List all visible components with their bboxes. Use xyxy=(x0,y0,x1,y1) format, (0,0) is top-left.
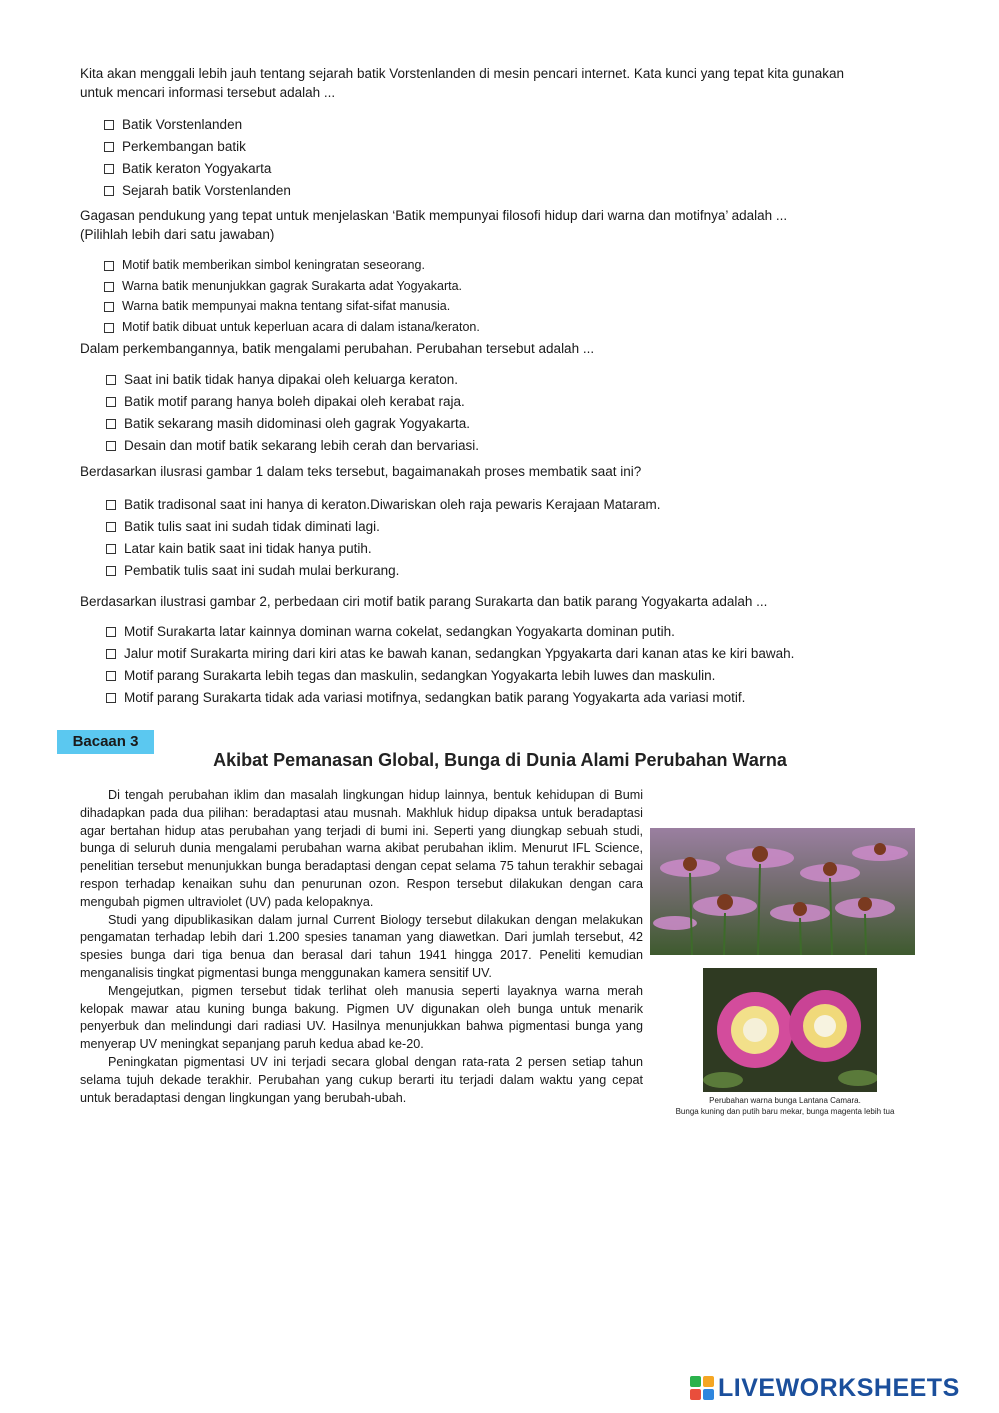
question-5-options xyxy=(106,621,794,709)
option-checkbox[interactable] xyxy=(106,621,794,643)
option-label: Jalur motif Surakarta miring dari kiri atas ke bawah kanan, sedangkan Ypgyakarta dari kanan atas ke kiri bawah. xyxy=(124,646,795,661)
option-checkbox[interactable] xyxy=(106,391,479,413)
option-checkbox[interactable] xyxy=(104,136,291,158)
option-checkbox[interactable] xyxy=(106,516,661,538)
question-1-text: Kita akan menggali lebih jauh tentang sejarah batik Vorstenlanden di mesin pencari internet. Kata kunci yang tepat kita gunakan untuk mencari informasi tersebut adalah ... xyxy=(80,66,845,100)
checkbox-icon[interactable] xyxy=(104,120,114,130)
option-label: Perkembangan batik xyxy=(122,139,246,154)
option-checkbox[interactable] xyxy=(104,255,480,276)
option-label: Batik Vorstenlanden xyxy=(122,117,243,132)
checkbox-icon[interactable] xyxy=(104,323,114,333)
question-4-text: Berdasarkan ilusrasi gambar 1 dalam teks tersebut, bagaimanakah proses membatik saat ini? xyxy=(80,464,642,479)
option-label: Motif Surakarta latar kainnya dominan warna cokelat, sedangkan Yogyakarta dominan putih. xyxy=(124,624,675,639)
checkbox-icon[interactable] xyxy=(104,164,114,174)
option-label: Saat ini batik tidak hanya dipakai oleh keluarga keraton. xyxy=(124,372,458,387)
question-2-options xyxy=(104,255,480,337)
option-label: Pembatik tulis saat ini sudah mulai berkurang. xyxy=(124,563,400,578)
checkbox-icon[interactable] xyxy=(106,649,116,659)
caption-line-1: Perubahan warna bunga Lantana Camara. xyxy=(709,1096,861,1105)
option-label: Batik motif parang hanya boleh dipakai oleh kerabat raja. xyxy=(124,394,465,409)
liveworksheets-logo xyxy=(690,1373,960,1403)
checkbox-icon[interactable] xyxy=(106,627,116,637)
checkbox-icon[interactable] xyxy=(106,441,116,451)
logo-text: LIVEWORKSHEETS xyxy=(718,1373,960,1402)
checkbox-icon[interactable] xyxy=(106,375,116,385)
checkbox-icon[interactable] xyxy=(106,544,116,554)
question-1-options xyxy=(104,114,291,202)
option-checkbox[interactable] xyxy=(106,643,794,665)
option-checkbox[interactable] xyxy=(104,276,480,297)
lantana-photo xyxy=(703,968,877,1092)
question-2-text: Gagasan pendukung yang tepat untuk menjelaskan ‘Batik mempunyai filosofi hidup dari warna dan motifnya’ adalah ... xyxy=(80,208,788,223)
question-2 xyxy=(80,206,810,244)
option-label: Motif parang Surakarta lebih tegas dan maskulin, sedangkan Yogyakarta lebih luwes dan maskulin. xyxy=(124,668,716,683)
checkbox-icon[interactable] xyxy=(106,566,116,576)
option-label: Warna batik menunjukkan gagrak Surakarta adat Yogyakarta. xyxy=(122,278,463,293)
option-checkbox[interactable] xyxy=(104,296,480,317)
option-checkbox[interactable] xyxy=(106,494,661,516)
question-4-options xyxy=(106,494,661,582)
option-label: Desain dan motif batik sekarang lebih cerah dan bervariasi. xyxy=(124,438,479,453)
checkbox-icon[interactable] xyxy=(104,186,114,196)
option-label: Batik sekarang masih didominasi oleh gagrak Yogyakarta. xyxy=(124,416,470,431)
option-checkbox[interactable] xyxy=(104,180,291,202)
photo-caption xyxy=(660,1095,910,1117)
logo-squares-icon xyxy=(690,1376,714,1400)
option-checkbox[interactable] xyxy=(106,413,479,435)
reading-badge: Bacaan 3 xyxy=(57,730,154,754)
article-body xyxy=(80,787,643,1107)
article-paragraph: Di tengah perubahan iklim dan masalah lingkungan hidup lainnya, bentuk kehidupan di Bumi dihadapkan pada dua pilihan: beradaptasi atau musnah. Makhluk hidup dipaksa untuk beradaptasi agar bertahan hidup atas perubahan yang terjadi di bumi ini. Seperti yang diungkap sebuah studi, bunga di seluruh dunia mengalami perubahan warna akibat perubahan iklim. Menurut IFL Science, penelitian tersebut menunjukkan bunga beradaptasi dengan cepat selama 75 tahun terakhir sebagai respon terhadap kenaikan suhu dan penurunan ozon. Respon tersebut dilakukan dengan cara mengubah pigmen ultraviolet (UV) pada kelopaknya. xyxy=(80,788,643,909)
option-label: Batik tradisonal saat ini hanya di keraton.Diwariskan oleh raja pewaris Kerajaan Mataram. xyxy=(124,497,661,512)
checkbox-icon[interactable] xyxy=(106,419,116,429)
question-3-options xyxy=(106,369,479,457)
option-label: Warna batik mempunyai makna tentang sifat-sifat manusia. xyxy=(122,299,451,313)
option-label: Motif batik memberikan simbol keningratan seseorang. xyxy=(122,258,425,272)
coneflower-photo xyxy=(650,828,915,955)
option-label: Batik tulis saat ini sudah tidak diminati lagi. xyxy=(124,519,380,534)
option-checkbox[interactable] xyxy=(104,114,291,136)
option-checkbox[interactable] xyxy=(104,158,291,180)
option-checkbox[interactable] xyxy=(106,538,661,560)
checkbox-icon[interactable] xyxy=(106,693,116,703)
option-checkbox[interactable] xyxy=(104,317,480,338)
article-title: Akibat Pemanasan Global, Bunga di Dunia Alami Perubahan Warna xyxy=(213,750,787,770)
option-checkbox[interactable] xyxy=(106,435,479,457)
caption-line-2: Bunga kuning dan putih baru mekar, bunga magenta lebih tua xyxy=(675,1107,895,1116)
checkbox-icon[interactable] xyxy=(106,522,116,532)
checkbox-icon[interactable] xyxy=(104,282,114,292)
option-label: Motif parang Surakarta tidak ada variasi motifnya, sedangkan batik parang Yogyakarta ada variasi motif. xyxy=(124,690,746,705)
option-checkbox[interactable] xyxy=(106,560,661,582)
option-checkbox[interactable] xyxy=(106,687,794,709)
checkbox-icon[interactable] xyxy=(104,302,114,312)
checkbox-icon[interactable] xyxy=(106,500,116,510)
option-checkbox[interactable] xyxy=(106,369,479,391)
question-3-text: Dalam perkembangannya, batik mengalami perubahan. Perubahan tersebut adalah ... xyxy=(80,341,595,356)
checkbox-icon[interactable] xyxy=(106,671,116,681)
checkbox-icon[interactable] xyxy=(106,397,116,407)
question-5-text: Berdasarkan ilustrasi gambar 2, perbedaan ciri motif batik parang Surakarta dan batik parang Yogyakarta adalah ... xyxy=(80,594,768,609)
option-label: Motif batik dibuat untuk keperluan acara di dalam istana/keraton. xyxy=(122,319,480,334)
article-paragraph: Studi yang dipublikasikan dalam jurnal Current Biology tersebut dilakukan dengan melakukan pengamatan terhadap lebih dari 1.200 spesies tanaman yang diawetkan. Dari jumlah tersebut, 42 spesies bunga dari tiga benua dan berasal dari tahun 1941 hingga 2017. Peneliti kemudian menganalisis tingkat pigmentasi bunga menggunakan kamera sensitif UV. xyxy=(80,912,643,980)
option-label: Batik keraton Yogyakarta xyxy=(122,161,272,176)
option-checkbox[interactable] xyxy=(106,665,794,687)
question-2-note: (Pilihlah lebih dari satu jawaban) xyxy=(80,227,275,242)
checkbox-icon[interactable] xyxy=(104,142,114,152)
option-label: Sejarah batik Vorstenlanden xyxy=(122,183,291,198)
article-paragraph: Mengejutkan, pigmen tersebut tidak terlihat oleh manusia seperti layaknya warna merah kelopak mawar atau kuning bunga bakung. Pigmen UV digunakan oleh bunga untuk menarik penyerbuk dan melindungi dari radiasi UV. Hasilnya menunjukkan bahwa pigmentasi bunga yang menyerap UV meningkat sepanjang paruh kedua abad ke-20. xyxy=(80,983,643,1052)
article-paragraph: Peningkatan pigmentasi UV ini terjadi secara global dengan rata-rata 2 persen setiap tahun selama tujuh dekade terakhir. Perubahan yang cukup berarti itu terjadi dalam waktu yang cepat untuk beradaptasi dengan lingkungan yang berubah-ubah. xyxy=(80,1054,643,1105)
checkbox-icon[interactable] xyxy=(104,261,114,271)
option-label: Latar kain batik saat ini tidak hanya putih. xyxy=(124,541,372,556)
